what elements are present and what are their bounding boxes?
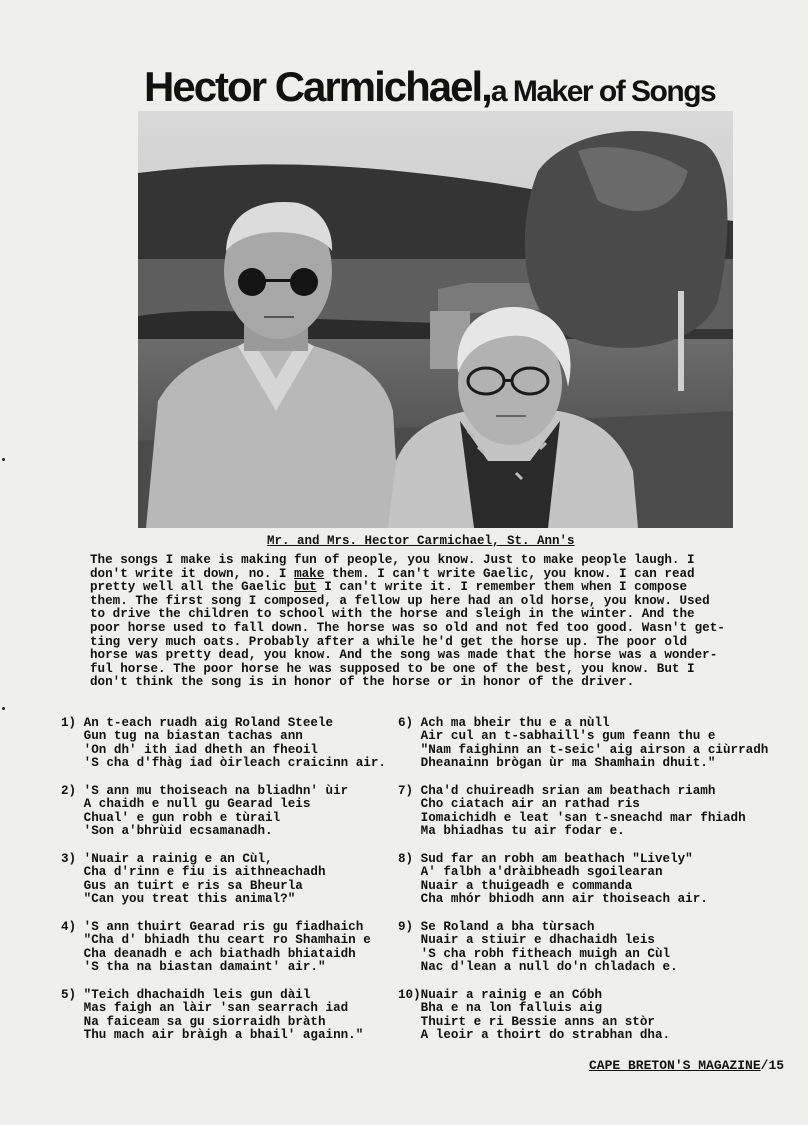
verse-line: Cha d'rinn e fiu is aithneachadh (61, 865, 326, 880)
verse-line: 7) Cha'd chuireadh srian am beathach riamh (398, 784, 716, 798)
story-text (90, 554, 790, 690)
verse-line: Air cul an t-sabhaill's gum feann thu e (398, 729, 716, 744)
scan-speck (2, 458, 5, 461)
verse-line: 10)Nuair a rainig e an Cóbh (398, 988, 603, 1002)
verse-9 (398, 921, 678, 975)
verse-line: 'S cha d'fhàg iad òirleach craicinn air. (61, 756, 386, 771)
story-line: them. The first song I composed, a fellow up here had an old horse, you know. Used (90, 593, 710, 608)
page-number: /15 (760, 1058, 785, 1073)
article-title (144, 63, 744, 110)
verse-line: "Nam faighinn an t-seic' aig airson a ciùrradh (398, 742, 769, 757)
story-line: ting very much oats. Probably after a while he'd get the horse up. The poor old (90, 634, 688, 649)
verse-10 (398, 989, 670, 1043)
verse-line: A chaidh e null gu Gearad leis (61, 797, 311, 812)
story-emphasis: make (294, 566, 325, 581)
verse-line: Cha mhór bhiodh ann air thoiseach air. (398, 892, 708, 907)
verse-line: 'On dh' ith iad dheth an fheoil (61, 742, 318, 757)
title-name: Hector Carmichael, (144, 63, 491, 110)
verse-line: 'Son a'bhrùid ecsamanadh. (61, 824, 273, 839)
story-line: The songs I make is making fun of people, you know. Just to make people laugh. I (90, 553, 695, 567)
story-line (90, 581, 790, 595)
verse-line: A leoir a thoirt do strabhan dha. (398, 1028, 671, 1043)
verse-4 (61, 921, 371, 975)
verse-line: Dheanainn brògan ùr ma Shamhain dhuit." (398, 756, 716, 771)
verse-line: Mas faigh an làir 'san searrach iad (61, 1001, 349, 1016)
verse-line: A' falbh a'dràibheadh sgoilearan (398, 865, 663, 880)
story-fragment: don't write it down, no. I (90, 566, 295, 581)
verse-line: Gun tug na biastan tachas ann (61, 729, 303, 744)
magazine-name: CAPE BRETON'S MAGAZINE (589, 1058, 761, 1073)
verse-line: 4) 'S ann thuirt Gearad ris gu fiadhaich (61, 920, 364, 934)
page-footer (589, 1058, 784, 1073)
verse-line: "Can you treat this animal?" (61, 892, 296, 907)
verse-line: 6) Ach ma bheir thu e a nùll (398, 716, 610, 730)
story-fragment: them. I can't write Gaelic, you know. I can read (324, 566, 695, 581)
verse-line: Nuair a thuigeadh e commanda (398, 878, 633, 893)
verse-line: Gus an tuirt e ris sa Bheurla (61, 878, 303, 893)
verse-1 (61, 717, 386, 771)
verse-line: Nac d'lean a null do'n chladach e. (398, 960, 678, 975)
verse-line: Thu mach air bràigh a bhail' againn." (61, 1028, 364, 1043)
portrait-photo (138, 111, 733, 528)
verse-line: "Cha d' bhiadh thu ceart ro Shamhain e (61, 933, 371, 948)
verse-6 (398, 717, 768, 771)
story-line: don't think the song is in honor of the horse or in honor of the driver. (90, 675, 635, 690)
verse-7 (398, 785, 746, 839)
story-line: ful horse. The poor horse he was supposed to be one of the best, you know. But I (90, 661, 695, 676)
story-emphasis: but (294, 580, 317, 595)
verse-line: 8) Sud far an robh am beathach "Lively" (398, 852, 693, 866)
verse-line: Thuirt e ri Bessie anns an stòr (398, 1014, 655, 1029)
verse-line: Chual' e gun robh e tùrail (61, 810, 281, 825)
verse-8 (398, 853, 708, 907)
verse-line: 9) Se Roland a bha tùrsach (398, 920, 595, 934)
verse-line: Cha deanadh e ach biathadh bhiataidh (61, 946, 356, 961)
verse-line: Na faiceam sa gu siorraidh bràth (61, 1014, 326, 1029)
scan-speck (2, 707, 5, 710)
title-subtitle: a Maker of Songs (490, 75, 716, 108)
verse-3 (61, 853, 326, 907)
verse-line: 2) 'S ann mu thoiseach na bliadhn' ùir (61, 784, 349, 798)
verse-line: Nuair a stiuir e dhachaidh leis (398, 933, 655, 948)
story-line: to drive the children to school with the horse and sleigh in the winter. And the (90, 607, 695, 622)
verse-line: 'S tha na biastan damaint' air." (61, 960, 326, 975)
portrait-illustration (138, 111, 733, 528)
story-fragment: pretty well all the Gaelic (90, 580, 295, 595)
verse-line: 'S cha robh fitheach muigh an Cùl (398, 946, 671, 961)
verse-line: Cho ciatach air an rathad ris (398, 797, 640, 812)
verse-2 (61, 785, 348, 839)
photo-caption: Mr. and Mrs. Hector Carmichael, St. Ann's (267, 534, 575, 548)
verse-line: Bha e na lon falluis aig (398, 1001, 603, 1016)
verse-line: 3) 'Nuair a rainig e an Cùl, (61, 852, 273, 866)
verse-line: 1) An t-each ruadh aig Roland Steele (61, 716, 334, 730)
story-line (90, 568, 790, 582)
story-line: horse was pretty dead, you know. And the song was made that the horse was a wonder- (90, 648, 718, 663)
story-line: poor horse used to fall down. The horse was so old and not fed too good. Wasn't get- (90, 620, 725, 635)
verse-line: 5) "Teich dhachaidh leis gun dàil (61, 988, 311, 1002)
verse-line: Ma bhiadhas tu air fodar e. (398, 824, 625, 839)
story-fragment: I can't write it. I remember them when I compose (316, 580, 688, 595)
verse-5 (61, 989, 363, 1043)
verse-line: Iomaichidh e leat 'san t-sneachd mar fhiadh (398, 810, 746, 825)
